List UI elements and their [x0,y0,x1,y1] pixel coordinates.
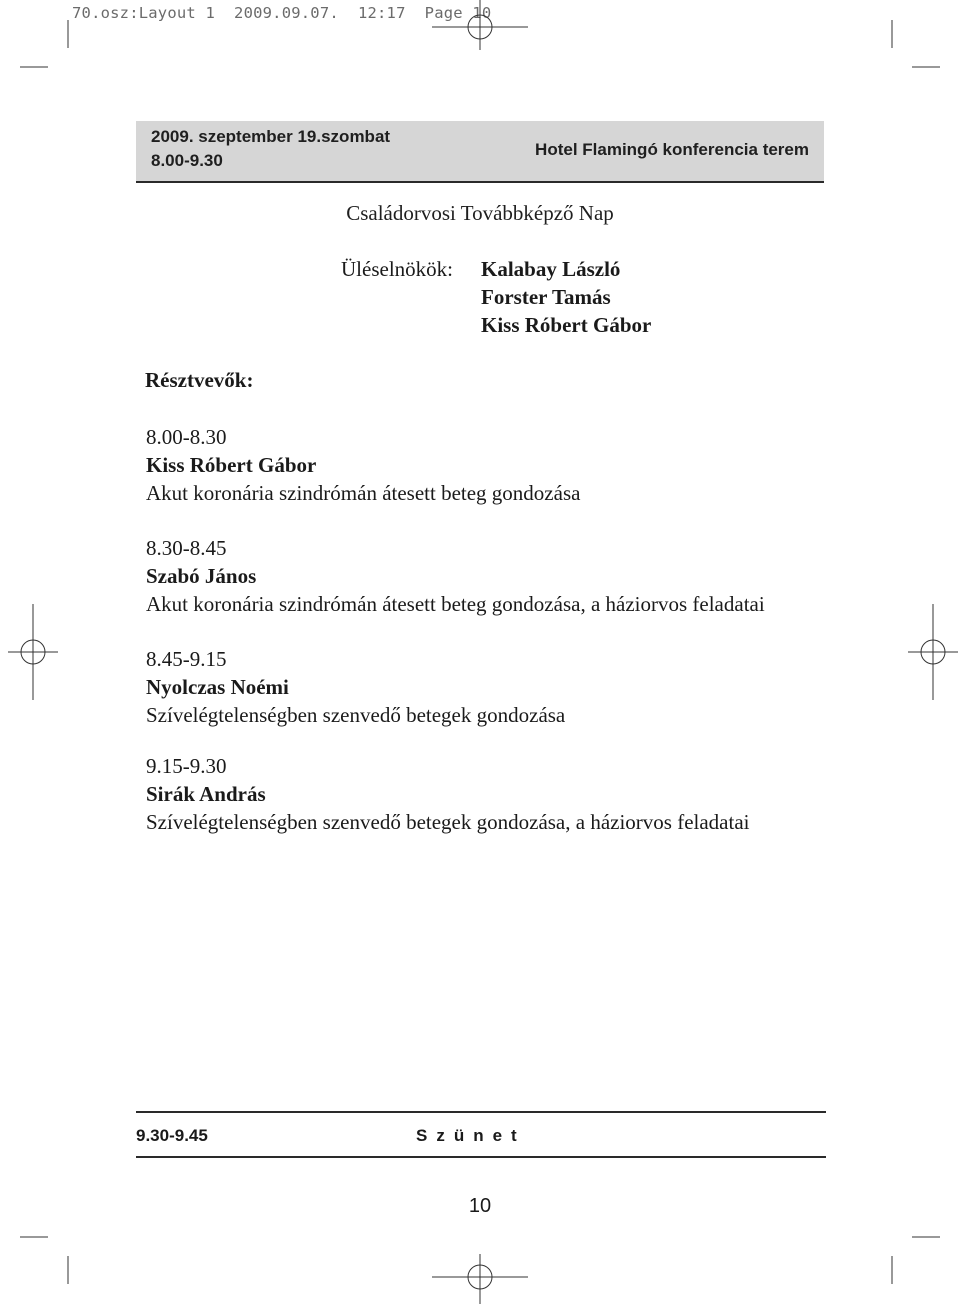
session-topic: Szívelégtelenségben szenvedő betegek gondozása [146,703,566,727]
session-item [146,534,765,618]
session-speaker: Kiss Róbert Gábor [146,453,317,477]
session-item [146,423,580,507]
header-venue: Hotel Flamingó konferencia terem [535,140,809,159]
session-item [146,752,750,836]
chairs-label: Üléselnökök: [341,257,453,281]
session-topic: Szívelégtelenségben szenvedő betegek gondozása, a háziorvos feladatai [146,810,750,834]
session-speaker: Szabó János [146,564,257,588]
chair-name: Forster Tamás [481,285,611,309]
session-topic: Akut koronária szindrómán átesett beteg gondozása [146,481,581,505]
chair-name: Kiss Róbert Gábor [481,313,652,337]
chair-name: Kalabay László [481,257,621,281]
session-speaker: Sirák András [146,782,266,806]
print-slug: 70.osz:Layout 1 2009.09.07. 12:17 Page 10 [72,4,492,22]
session-topic: Akut koronária szindrómán átesett beteg gondozása, a háziorvos feladatai [146,592,765,616]
session-time: 8.30-8.45 [146,536,227,560]
header-date: 2009. szeptember 19.szombat [151,127,391,146]
session-time: 8.45-9.15 [146,647,227,671]
break-time: 9.30-9.45 [136,1126,208,1145]
break-divider-bottom [136,1156,826,1158]
header-time: 8.00-9.30 [151,151,223,170]
session-item [146,645,565,729]
session-header [136,121,824,183]
break-label: Szünet [416,1126,526,1145]
session-time: 9.15-9.30 [146,754,227,778]
participants-label: Résztvevők: [145,368,254,392]
break-divider-top [136,1111,826,1113]
page-number: 10 [468,1195,492,1217]
session-time: 8.00-8.30 [146,425,227,449]
event-title: Családorvosi Továbbképző Nap [346,201,614,225]
session-speaker: Nyolczas Noémi [146,675,289,699]
